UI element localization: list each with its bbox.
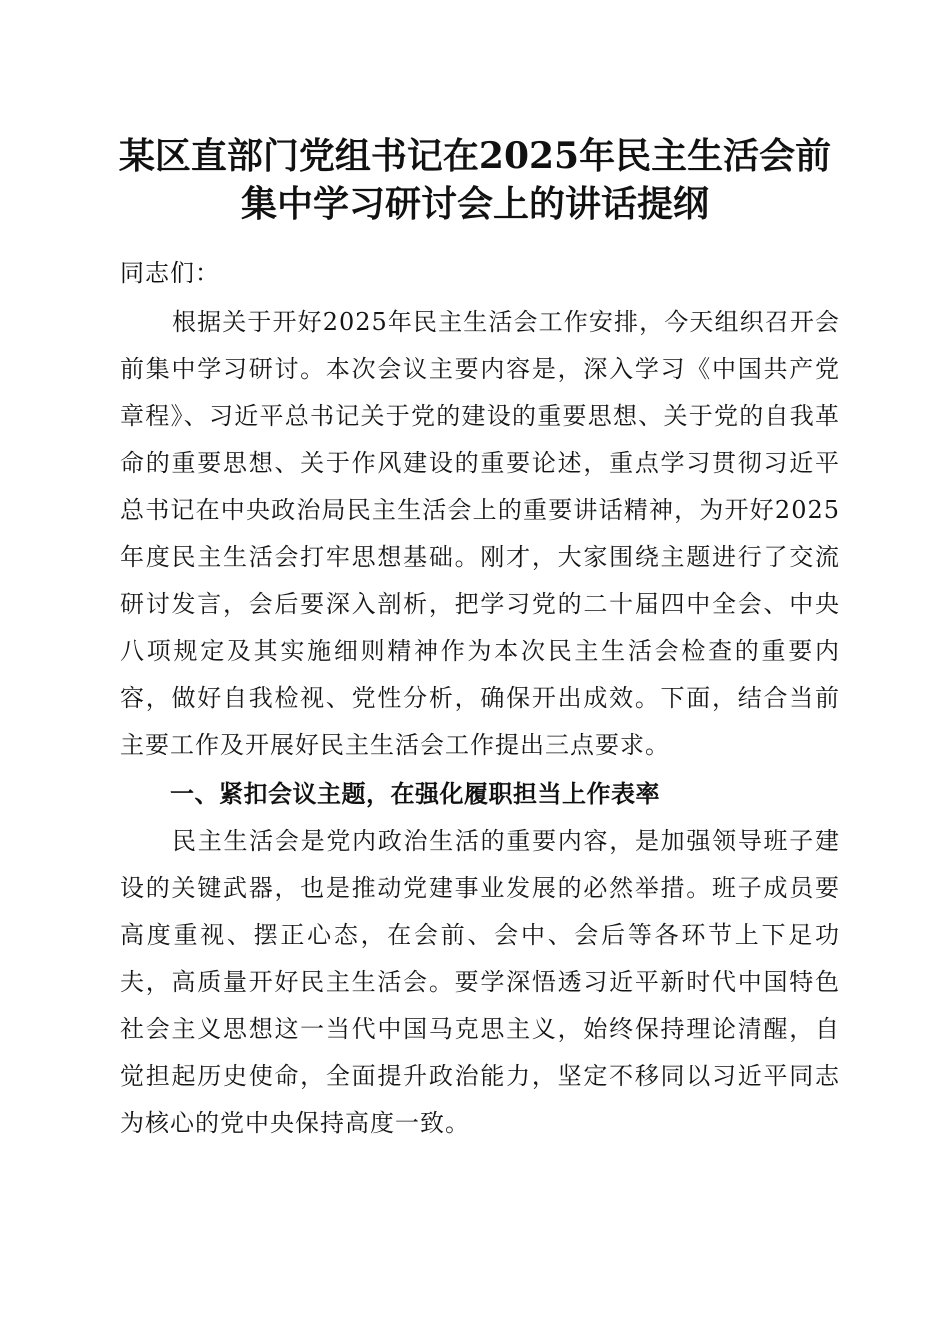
salutation: 同志们： xyxy=(120,259,220,287)
section-heading-1: 一、紧扣会议主题，在强化履职担当上作表率 xyxy=(170,780,660,808)
paragraph-intro: 根据关于开好2025年民主生活会工作安排，今天组织召开会前集中学习研讨。本次会议主要内容是，深入学习《中国共产党章程》、习近平总书记关于党的建设的重要思想、关于党的自我革命的重要思想、关于作风建设的重要论述，重点学习贯彻习近平总书记在中央政治局民主生活会上的重要讲话精神，为开好2025年度民主生活会打牢思想基础。刚才，大家围绕主题进行了交流研讨发言，会后要深入剖析，把学习党的二十届四中全会、中央八项规定及其实施细则精神作为本次民主生活会检查的重要内容，做好自我检视、党性分析，确保开出成效。下面，结合当前主要工作及开展好民主生活会工作提出三点要求。 xyxy=(120,308,840,759)
title-line-1: 某区直部门党组书记在2025年民主生活会前 xyxy=(118,135,832,177)
paragraph-section-1: 民主生活会是党内政治生活的重要内容，是加强领导班子建设的关键武器，也是推动党建事业发展的必然举措。班子成员要高度重视、摆正心态，在会前、会中、会后等各环节上下足功夫，高质量开好民主生活会。要学深悟透习近平新时代中国特色社会主义思想这一当代中国马克思主义，始终保持理论清醒，自觉担起历史使命，全面提升政治能力，坚定不移同以习近平同志为核心的党中央保持高度一致。 xyxy=(120,827,840,1137)
title-line-2: 集中学习研讨会上的讲话提纲 xyxy=(240,183,709,225)
document-title xyxy=(80,132,870,228)
document-body xyxy=(120,250,840,1147)
